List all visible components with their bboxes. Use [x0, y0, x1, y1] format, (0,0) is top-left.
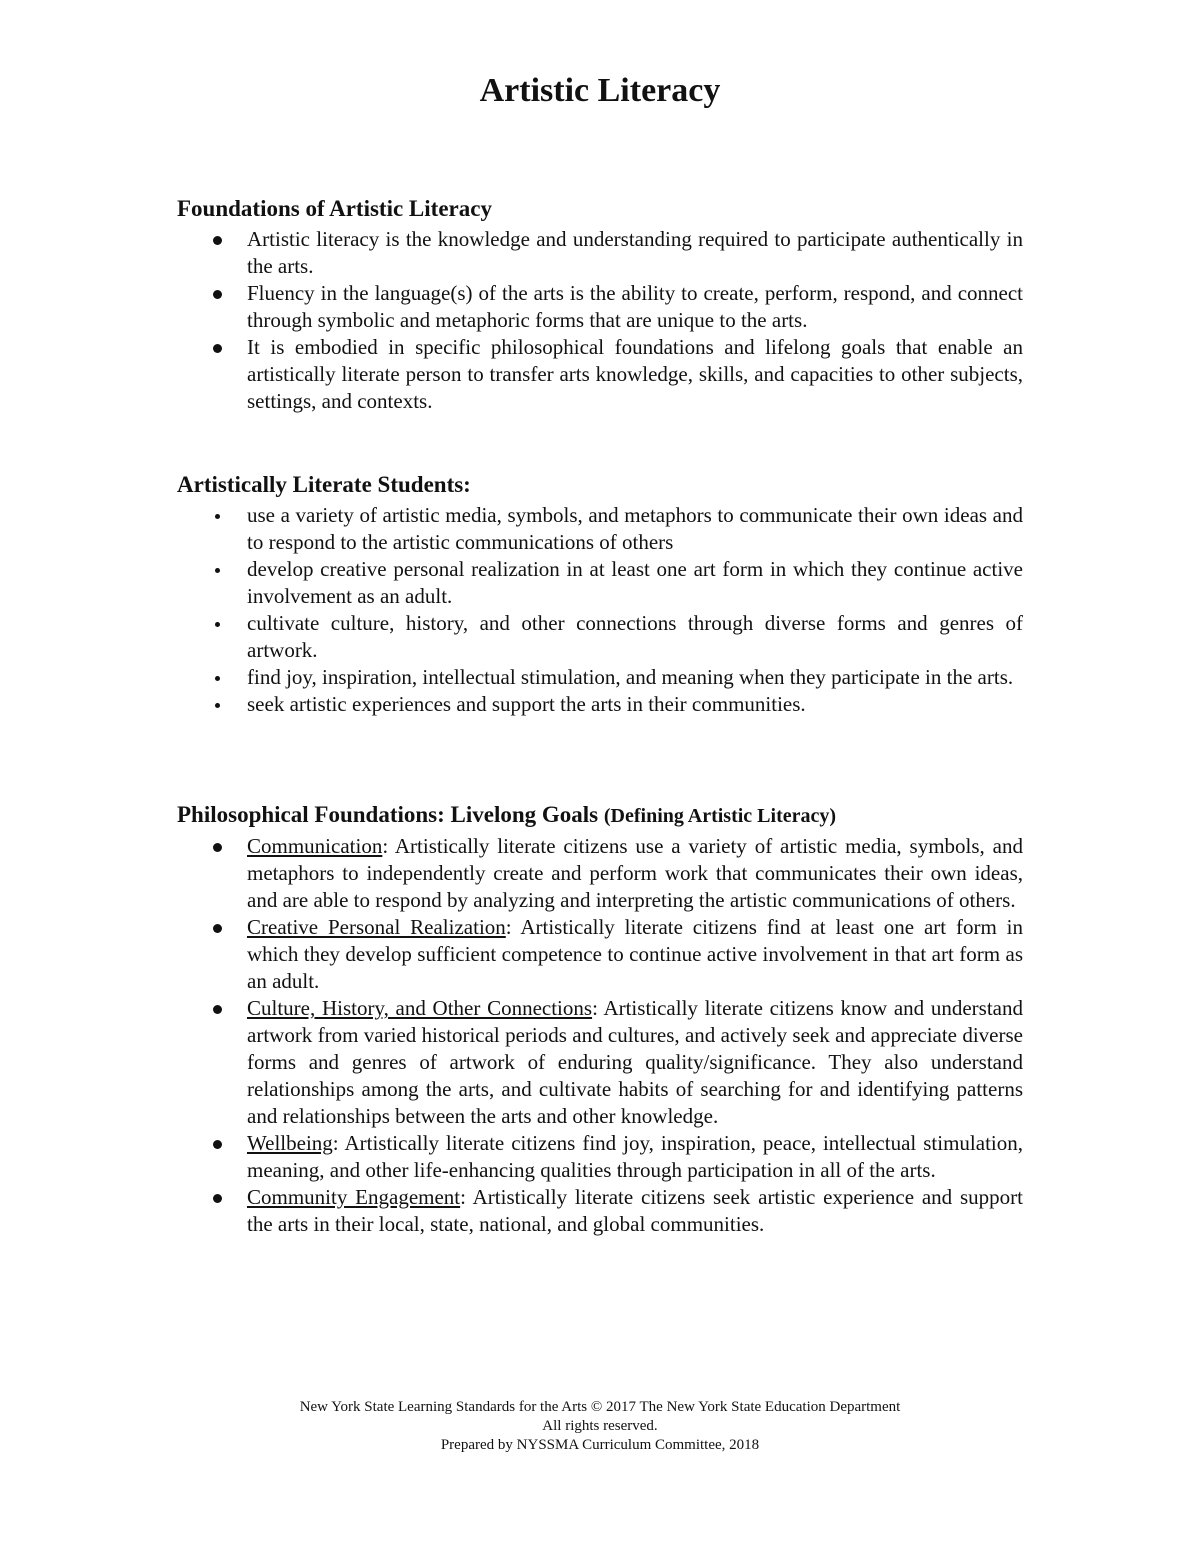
list-item-text: find joy, inspiration, intellectual stimulation, and meaning when they participate in the arts. [247, 665, 1014, 689]
list-item [177, 502, 1023, 556]
footer-rights: All rights reserved. [542, 1418, 658, 1434]
goal-term: Communication [247, 834, 383, 858]
foundations-list [177, 226, 1023, 415]
list-item [177, 995, 1023, 1130]
philosophical-heading [177, 800, 1023, 831]
footer-prepared-by: Prepared by NYSSMA Curriculum Committee, 2018 [440, 1437, 760, 1453]
list-item [177, 1184, 1023, 1238]
page-footer [0, 1398, 1200, 1455]
list-item-text: cultivate culture, history, and other connections through diverse forms and genres of artwork. [247, 611, 1023, 662]
list-item-text: use a variety of artistic media, symbols, and metaphors to communicate their own ideas and to respond to the artistic communications of others [247, 503, 1023, 554]
philosophical-list [177, 833, 1023, 1238]
list-item [177, 226, 1023, 280]
goal-description: : Artistically literate citizens know and understand artwork from varied historical periods and cultures, and actively seek and appreciate diverse forms and genres of artwork of enduring quality/significance. They also understand relationships among the arts, and cultivate habits of searching for and identifying patterns and relationships between the arts and other knowledge. [247, 996, 1023, 1128]
list-item-text: Artistic literacy is the knowledge and understanding required to participate authentically in the arts. [247, 227, 1023, 278]
page-title: Artistic Literacy [479, 72, 721, 109]
goal-description: : Artistically literate citizens find at least one art form in which they develop sufficient competence to continue active involvement in that art form as an adult. [247, 915, 1023, 993]
philosophical-heading-main: Philosophical Foundations: Livelong Goals [177, 802, 599, 827]
goal-term: Wellbeing [247, 1131, 333, 1155]
list-item [177, 1130, 1023, 1184]
list-item-text: seek artistic experiences and support the arts in their communities. [247, 692, 806, 716]
list-item [177, 610, 1023, 664]
list-item [177, 556, 1023, 610]
list-item [177, 280, 1023, 334]
footer-copyright: New York State Learning Standards for the Arts © 2017 The New York State Education Department [299, 1399, 901, 1415]
students-heading: Artistically Literate Students: [177, 472, 471, 497]
list-item [177, 833, 1023, 914]
list-item [177, 691, 1023, 718]
list-item [177, 664, 1023, 691]
list-item [177, 334, 1023, 415]
goal-term: Culture, History, and Other Connections [247, 996, 593, 1020]
list-item-text: It is embodied in specific philosophical foundations and lifelong goals that enable an artistically literate person to transfer arts knowledge, skills, and capacities to other subjects, settings, and contexts. [247, 335, 1023, 413]
philosophical-heading-paren: (Defining Artistic Literacy) [603, 805, 837, 827]
list-item-text: Fluency in the language(s) of the arts is the ability to create, perform, respond, and connect through symbolic and metaphoric forms that are unique to the arts. [247, 281, 1023, 332]
students-list [177, 502, 1023, 718]
goal-description: : Artistically literate citizens use a variety of artistic media, symbols, and metaphors to independently create and perform work that communicates their own ideas, and are able to respond by analyzing and interpreting the artistic communications of others. [247, 834, 1023, 912]
goal-term: Creative Personal Realization [247, 915, 506, 939]
foundations-section [177, 194, 1023, 415]
philosophical-section [177, 800, 1023, 1238]
goal-term: Community Engagement [247, 1185, 461, 1209]
list-item-text: develop creative personal realization in at least one art form in which they continue active involvement as an adult. [247, 557, 1023, 608]
students-section [177, 470, 1023, 718]
foundations-heading: Foundations of Artistic Literacy [177, 196, 492, 221]
goal-description: : Artistically literate citizens seek artistic experience and support the arts in their local, state, national, and global communities. [247, 1185, 1023, 1236]
list-item [177, 914, 1023, 995]
goal-description: : Artistically literate citizens find joy, inspiration, peace, intellectual stimulation, meaning, and other life-enhancing qualities through participation in all of the arts. [247, 1131, 1023, 1182]
